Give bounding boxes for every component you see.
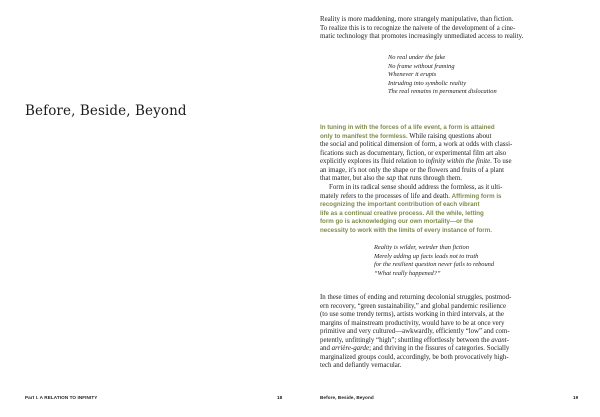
body-text: tech and defiantly vernacular. — [320, 362, 402, 369]
paragraph-radical-form — [320, 184, 502, 235]
verse-line: “What really happened?” — [374, 269, 441, 277]
body-text: that runs through them. — [395, 175, 462, 182]
intro-line: matic technology that promotes increasingly unmediated access to reality. — [320, 33, 524, 40]
intro-line: To realize this is to recognize the naivete of the development of a cine- — [320, 24, 516, 32]
body-text: petently, unfittingly “high”; shuttling effortlessly between the — [320, 336, 492, 344]
verse-line: No real under the fake — [388, 54, 446, 61]
right-page-number: 19 — [573, 395, 579, 400]
verse-line: Merely adding up facts leads not to truth — [374, 252, 479, 260]
body-text: and — [320, 345, 332, 352]
highlight-text: life as a continual creative process. All the while, letting — [320, 209, 484, 217]
paragraph-form-formless — [320, 124, 512, 184]
emphasis-text: infinity within the finite — [425, 158, 491, 165]
verse-line: Intruding into symbolic reality — [388, 79, 467, 87]
right-page — [300, 0, 600, 417]
body-text: While raising questions about — [407, 132, 492, 140]
emphasis-text: avant- — [491, 336, 509, 344]
verse-line: Whenever it erupts — [388, 71, 437, 79]
body-text: ern recovery, “green sustainability,” and global pandemic resilience — [320, 302, 507, 310]
intro-line: Reality is more maddening, more strangely manipulative, than fiction. — [320, 16, 514, 23]
verse-line: for the resilient question never fails to rebound — [374, 261, 495, 269]
body-text: (to use some trendy terms), artists working in third intervals, at the — [320, 311, 504, 318]
paragraph-decolonial — [320, 294, 511, 371]
highlight-text: necessity to work with the limits of every instance of form. — [320, 226, 492, 234]
highlight-text: form go is acknowledging our own mortality—or the — [320, 218, 474, 225]
body-text: margins of mainstream productivity, would have to be at once very — [320, 319, 505, 327]
body-text: marginalized groups could, accordingly, be both provocatively high- — [320, 353, 509, 361]
emphasis-text: sap — [386, 175, 396, 182]
verse-line: Reality is wilder, weirder than fiction — [374, 244, 469, 251]
body-text: primitive and very cultured—awkwardly, efficiently “low” and com- — [320, 328, 510, 335]
highlight-text: In tuning in with the forces of a life event, a form is attained — [320, 124, 495, 131]
body-text: Form in its radical sense should address the formless, as it ulti- — [329, 184, 503, 191]
body-text: explicitly explores its fluid relation to — [320, 158, 426, 165]
intro-paragraph — [320, 16, 523, 42]
body-text: In these times of ending and returning decolonial struggles, postmod- — [320, 294, 512, 301]
body-text: the social and political dimension of form, a work at odds with classi- — [320, 141, 513, 148]
verse-line: The real remains in permanent dislocation — [388, 88, 497, 96]
left-page-number: 18 — [277, 395, 283, 400]
body-text: that matter, but also the — [320, 175, 387, 182]
footer-title-label: Before, Beside, Beyond — [320, 395, 374, 400]
body-text: fications such as documentary, fiction, or experimental film art also — [320, 149, 507, 157]
footer-part-label: Part I. A RELATION TO INFINITY — [25, 395, 98, 400]
emphasis-text: arrière-garde — [331, 345, 370, 352]
verse-stanza-2 — [374, 244, 494, 278]
highlight-text: only to manifest the formless. — [320, 132, 408, 140]
highlight-text: Affirming form is — [451, 192, 502, 200]
verse-stanza-1 — [388, 54, 497, 97]
body-text: mately refers to the processes of life and death. — [320, 192, 452, 200]
body-text: . To use — [490, 158, 512, 165]
body-text: an image, it's not only the shape or the flowers and fruits of a plant — [320, 166, 504, 174]
highlight-text: recognizing the important contribution of each vibrant — [320, 201, 480, 208]
chapter-title: Before, Beside, Beyond — [25, 103, 187, 119]
verse-line: No frame without framing — [388, 62, 455, 70]
body-text: ; and thriving in the fissures of categories. Socially — [369, 345, 510, 352]
